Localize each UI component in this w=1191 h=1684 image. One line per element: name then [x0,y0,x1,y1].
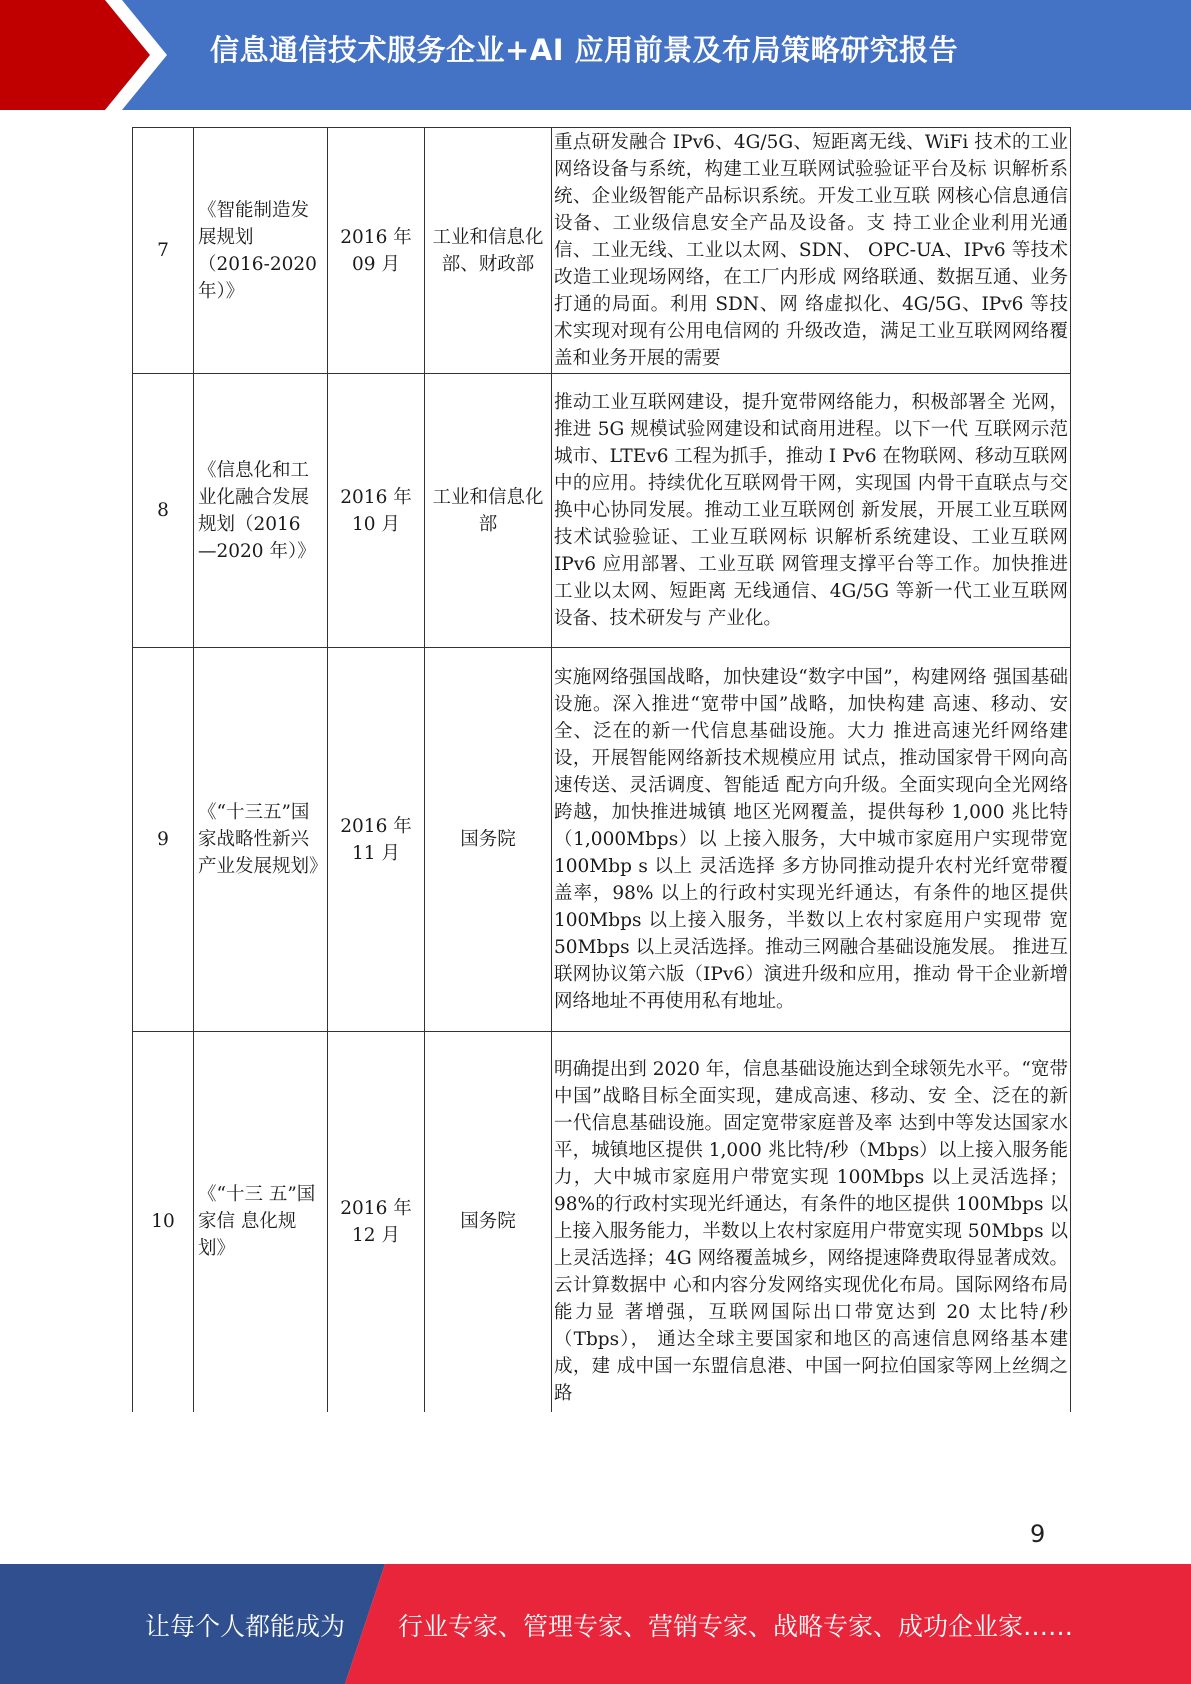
page-footer [0,1564,1191,1684]
issue-year: 2016 年 [340,1197,412,1219]
issue-date [328,648,425,1032]
row-number: 9 [133,648,194,1032]
issue-date [328,128,425,374]
policy-content-text: 实施网络强国战略，加快建设“数字中国”，构建网络 强国基础设施。深入推进“宽带中国”战略，加快构建 高速、移动、安全、泛在的新一代信息基础设施。大力 推进高速光纤网络建设，开展智能网络新技术规模应用 试点，推动国家骨干网向高速传送、灵活调度、智能适 配方向升级。全面实现向全光网络跨越，加快推进城镇 地区光网覆盖，提供每秒 1,000 兆比特（1,000Mbps）以 上接入服务，大中城市家庭用户实现带宽 100Mbp s 以上 灵活选择 多方协同推动提升农村光纤宽带覆盖率，98% 以上的行政村实现光纤通达，有条件的地区提供 100Mbps 以上接入服务，半数以上农村家庭用户实现带 宽 50Mbps 以上灵活选择。推动三网融合基础设施发展。 推进互联网协议第六版（IPv6）演进升级和应用，推动 骨干企业新增网络地址不再使用私有地址。 [554,667,1068,1012]
table-row [133,374,1071,648]
policy-content-text: 重点研发融合 IPv6、4G/5G、短距离无线、WiFi 技术的工业网络设备与系统，构建工业互联网试验验证平台及标 识解析系统、企业级智能产品标识系统。开发工业互联 网核心信息通信设备、工业级信息安全产品及设备。支 持工业企业利用光通信、工业无线、工业以太网、SDN、 OPC-UA、IPv6 等技术改造工业现场网络，在工厂内形成 网络联通、数据互通、业务打通的局面。利用 SDN、网 络虚拟化、4G/5G、IPv6 等技术实现对现有公用电信网的 升级改造，满足工业互联网网络覆盖和业务开展的需要 [554,132,1068,369]
policy-name: 《智能制造发展规划（2016-2020 年）》 [194,128,328,374]
policy-name: 《信息化和工业化融合发展规划（2016 —2020 年）》 [194,374,328,648]
footer-slogan-left: 让每个人都能成为 [145,1612,346,1641]
issuing-department: 工业和信息化部 [425,374,552,648]
table-row [133,128,1071,374]
issuing-department: 国务院 [425,648,552,1032]
policy-content-text: 推动工业互联网建设，提升宽带网络能力，积极部署全 光网，推进 5G 规模试验网建设和试商用进程。以下一代 互联网示范城市、LTEv6 工程为抓手，推动 I Pv6 在物联网、移动互联网中的应用。持续优化互联网骨干网，实现国 内骨干直联点与交换中心协同发展。推动工业互联网创 新发展，开展工业互联网技术试验验证、工业互联网标 识解析系统建设、工业互联网 IPv6 应用部署、工业互联 网管理支撑平台等工作。加快推进工业以太网、短距离 无线通信、4G/5G 等新一代工业互联网设备、技术研发与 产业化。 [554,392,1068,629]
policy-content [552,128,1071,374]
issue-month: 09 月 [352,253,400,275]
issuing-department: 工业和信息化部、财政部 [425,128,552,374]
issue-month: 12 月 [352,1224,400,1246]
issue-year: 2016 年 [340,226,412,248]
table-row [133,1032,1071,1412]
row-number: 8 [133,374,194,648]
policy-table [132,127,1071,1412]
issue-date [328,1032,425,1412]
footer-slogan-right: 行业专家、管理专家、营销专家、战略专家、成功企业家…… [398,1612,1074,1641]
issue-year: 2016 年 [340,815,412,837]
policy-name: 《“十三 五”国家信 息化规划》 [194,1032,328,1412]
report-title: 信息通信技术服务企业+AI 应用前景及布局策略研究报告 [210,33,959,67]
page-number: 9 [1030,1520,1046,1548]
page-header [0,0,1191,110]
policy-content [552,648,1071,1032]
issuing-department: 国务院 [425,1032,552,1412]
policy-content [552,1032,1071,1412]
issue-year: 2016 年 [340,486,412,508]
row-number: 7 [133,128,194,374]
issue-date [328,374,425,648]
issue-month: 11 月 [352,842,400,864]
policy-content [552,374,1071,648]
policy-content-text: 明确提出到 2020 年，信息基础设施达到全球领先水平。“宽带中国”战略目标全面实现，建成高速、移动、安 全、泛在的新一代信息基础设施。固定宽带家庭普及率 达到中等发达国家水平，城镇地区提供 1,000 兆比特/秒（Mbps）以上接入服务能力，大中城市家庭用户带宽实现 100Mbps 以上灵活选择；98%的行政村实现光纤通达，有条件的地区提供 100Mbps 以上接入服务能力，半数以上农村家庭用户带宽实现 50Mbps 以上灵活选择；4G 网络覆盖城乡，网络提速降费取得显著成效。云计算数据中 心和内容分发网络实现优化布局。国际网络布局能力显 著增强，互联网国际出口带宽达到 20 太比特/秒（Tbps）， 通达全球主要国家和地区的高速信息网络基本建成，建 成中国一东盟信息港、中国一阿拉伯国家等网上丝绸之 路 [554,1059,1068,1404]
policy-name: 《“十三五”国家战略性新兴产业发展规划》 [194,648,328,1032]
table-row [133,648,1071,1032]
row-number: 10 [133,1032,194,1412]
issue-month: 10 月 [352,513,400,535]
